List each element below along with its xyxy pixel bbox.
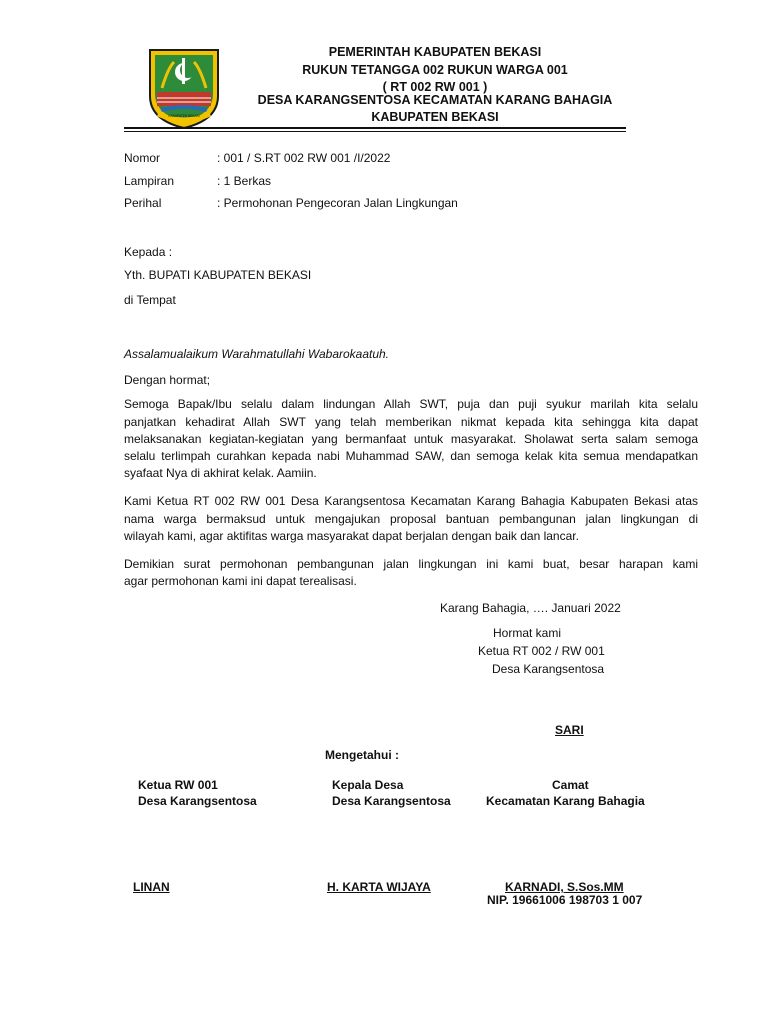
perihal-value: : Permohonan Pengecoran Jalan Lingkungan xyxy=(217,196,458,210)
camat-name: KARNADI, S.Sos.MM xyxy=(505,880,624,894)
paragraph-1-line-3: melaksanakan kegiatan-kegiatan yang bermanfaat untuk masyarakat. Sholawat serta salam semoga xyxy=(124,432,698,446)
paragraph-2-line-3: wilayah kami, agar aktifitas warga masyarakat dapat berjalan dengan baik dan lancar. xyxy=(124,529,579,543)
letterhead-rule-thin xyxy=(124,131,626,132)
paragraph-1-line-4: selalu terlimpah curahkan kepada nabi Muhammad SAW, dan semoga kelak kita semua mendapatkan xyxy=(124,449,698,463)
camat-title: Camat xyxy=(552,778,589,792)
recipient-name: Yth. BUPATI KABUPATEN BEKASI xyxy=(124,268,312,282)
camat-nip: NIP. 19661006 198703 1 007 xyxy=(487,893,643,907)
paragraph-1-line-5: syafaat Nya di akhirat kelak. Aamiin. xyxy=(124,466,317,480)
lampiran-label: Lampiran xyxy=(124,174,175,188)
nomor-label: Nomor xyxy=(124,151,161,165)
ketua-rt-name: SARI xyxy=(555,723,584,737)
letterhead-line-4: DESA KARANGSENTOSA KECAMATAN KARANG BAHAGIA xyxy=(257,93,613,107)
letterhead-line-5: KABUPATEN BEKASI xyxy=(371,110,499,124)
paragraph-1-line-2: panjatkan kehadirat Allah SWT yang telah memberikan nikmat kepada kita sehingga kita dapat xyxy=(124,415,698,429)
paragraph-2-line-1: Kami Ketua RT 002 RW 001 Desa Karangsentosa Kecamatan Karang Bahagia Kabupaten Bekasi atas xyxy=(124,494,698,508)
mengetahui-label: Mengetahui : xyxy=(325,748,399,762)
ketua-rt-title: Ketua RT 002 / RW 001 xyxy=(478,644,605,658)
dengan-hormat: Dengan hormat; xyxy=(124,373,211,387)
place-date: Karang Bahagia, …. Januari 2022 xyxy=(440,601,621,615)
ketua-rt-desa: Desa Karangsentosa xyxy=(492,662,605,676)
salam: Assalamualaikum Warahmatullahi Wabarokaatuh. xyxy=(124,347,390,361)
rw-name: LINAN xyxy=(133,880,170,894)
letterhead-line-1: PEMERINTAH KABUPATEN BEKASI xyxy=(328,45,542,59)
lampiran-value: : 1 Berkas xyxy=(217,174,272,188)
recipient-place: di Tempat xyxy=(124,293,176,307)
camat-org: Kecamatan Karang Bahagia xyxy=(486,794,645,808)
svg-text:KABUPATEN BEKASI: KABUPATEN BEKASI xyxy=(168,114,200,118)
rw-org: Desa Karangsentosa xyxy=(138,794,257,808)
kades-org: Desa Karangsentosa xyxy=(332,794,451,808)
kades-name: H. KARTA WIJAYA xyxy=(327,880,431,894)
paragraph-3-line-1: Demikian surat permohonan pembangunan jalan lingkungan ini kami buat, besar harapan kami xyxy=(124,557,698,571)
letterhead-line-2: RUKUN TETANGGA 002 RUKUN WARGA 001 xyxy=(302,63,568,77)
letterhead-line-3: ( RT 002 RW 001 ) xyxy=(382,80,488,94)
paragraph-2-line-2: nama warga bermaksud untuk mengajukan proposal bantuan pembangunan jalan lingkungan di xyxy=(124,512,698,526)
kades-title: Kepala Desa xyxy=(332,778,404,792)
paragraph-1-line-1: Semoga Bapak/Ibu selalu dalam lindungan Allah SWT, puja dan puji syukur marilah kita selalu xyxy=(124,397,698,411)
letterhead-rule-thick xyxy=(124,127,626,129)
nomor-value: : 001 / S.RT 002 RW 001 /I/2022 xyxy=(217,151,391,165)
hormat-kami: Hormat kami xyxy=(493,626,562,640)
paragraph-3-line-2: agar permohonan kami ini dapat terealisasi. xyxy=(124,574,357,588)
rw-title: Ketua RW 001 xyxy=(138,778,218,792)
kepada-label: Kepada : xyxy=(124,245,173,259)
perihal-label: Perihal xyxy=(124,196,162,210)
